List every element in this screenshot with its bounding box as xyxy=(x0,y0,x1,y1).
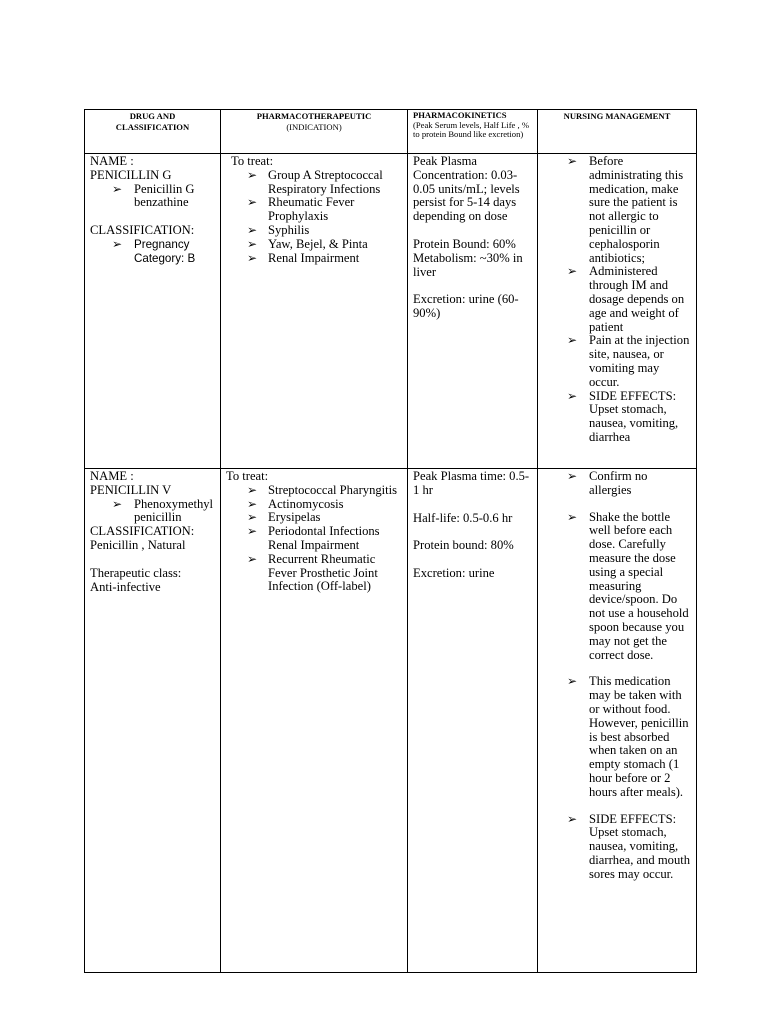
arrow-bullet-icon: ➢ xyxy=(567,154,578,168)
drug-cell: NAME : PENICILLIN G ➢ Penicillin G benzathine CLASSIFICATION: ➢ Pregnancy Category: B xyxy=(85,154,221,469)
indication-cell: To treat: ➢ Streptococcal Pharyngitis ➢ Actinomycosis ➢ Erysipelas ➢ Periodontal Infections Renal Impairment ➢ Recurrent Rheumatic Fever Prosthetic Joint Infection (Off-label) xyxy=(221,469,408,973)
list-item: ➢ SIDE EFFECTS: Upset stomach, nausea, vomiting, diarrhea xyxy=(567,388,679,444)
list-item: ➢ Confirm no allergies xyxy=(567,469,648,497)
name-list xyxy=(90,183,215,211)
list-item: ➢ Group A Streptococcal Respiratory Infections xyxy=(247,167,383,196)
arrow-bullet-icon: ➢ xyxy=(567,388,578,403)
list-item: ➢ Periodontal Infections Renal Impairment xyxy=(247,524,380,552)
nursing-list xyxy=(543,470,691,882)
nursing-cell xyxy=(538,469,697,973)
arrow-bullet-icon: ➢ xyxy=(247,524,258,539)
arrow-bullet-icon: ➢ xyxy=(567,509,578,524)
arrow-bullet-icon: ➢ xyxy=(567,674,578,689)
list-item: ➢ Syphilis xyxy=(247,222,310,237)
nursing-list xyxy=(543,155,691,445)
arrow-bullet-icon: ➢ xyxy=(247,250,258,265)
header-pharmacotherapeutic: PHARMACOTHERAPEUTIC (INDICATION) xyxy=(221,110,408,154)
arrow-bullet-icon: ➢ xyxy=(567,264,578,279)
arrow-bullet-icon: ➢ xyxy=(247,551,258,566)
list-item: ➢ Before administrating this medication, make sure the patient is not allergic to penicillin or cephalosporin antibiotics; xyxy=(567,154,684,265)
arrow-bullet-icon: ➢ xyxy=(567,333,578,348)
list-item: ➢ Renal Impairment xyxy=(247,250,360,265)
arrow-bullet-icon: ➢ xyxy=(247,510,258,525)
arrow-bullet-icon: ➢ xyxy=(112,236,123,251)
indication-list xyxy=(226,169,402,266)
arrow-bullet-icon: ➢ xyxy=(567,811,578,826)
drug-study-table xyxy=(84,109,697,973)
list-item: ➢ Actinomycosis xyxy=(247,496,344,511)
arrow-bullet-icon: ➢ xyxy=(112,496,123,511)
kinetics-cell: Peak Plasma Concentration: 0.03-0.05 units/mL; levels persist for 5-14 days depending on dose Protein Bound: 60% Metabolism: ~30% in liver Excretion: urine (60-90%) xyxy=(408,154,538,469)
list-item: ➢ Pain at the injection site, nausea, or vomiting may occur. xyxy=(567,333,690,389)
table-row xyxy=(85,469,697,973)
list-item: ➢ Administered through IM and dosage depends on age and weight of patient xyxy=(567,264,685,334)
table-row xyxy=(85,154,697,469)
list-item: ➢ SIDE EFFECTS: Upset stomach, nausea, vomiting, diarrhea, and mouth sores may occur. xyxy=(567,811,691,881)
header-pharmacokinetics: PHARMACOKINETICS (Peak Serum levels, Half Life , % to protein Bound like excretion) xyxy=(408,110,538,154)
header-nursing: NURSING MANAGEMENT xyxy=(538,110,697,154)
arrow-bullet-icon: ➢ xyxy=(247,222,258,237)
kinetics-cell: Peak Plasma time: 0.5-1 hr Half-life: 0.5-0.6 hr Protein bound: 80% Excretion: urine xyxy=(408,469,538,973)
list-item: ➢ Penicillin G benzathine xyxy=(112,181,195,210)
arrow-bullet-icon: ➢ xyxy=(247,167,258,182)
indication-list xyxy=(226,484,402,594)
name-list xyxy=(90,498,215,526)
arrow-bullet-icon: ➢ xyxy=(112,181,123,196)
arrow-bullet-icon: ➢ xyxy=(247,496,258,511)
header-row xyxy=(85,110,697,154)
classification-list xyxy=(90,238,215,266)
indication-cell: To treat: ➢ Group A Streptococcal Respiratory Infections ➢ Rheumatic Fever Prophylaxis ➢ Syphilis ➢ Yaw, Bejel, & Pinta ➢ Renal Impairment xyxy=(221,154,408,469)
list-item: ➢ Pregnancy Category: B xyxy=(112,236,196,265)
arrow-bullet-icon: ➢ xyxy=(247,195,258,210)
list-item: ➢ Rheumatic Fever Prophylaxis xyxy=(247,195,355,224)
list-item: ➢ Yaw, Bejel, & Pinta xyxy=(247,236,368,251)
list-item: ➢ This medication may be taken with or without food. However, penicillin is best absorbed when taken on an empty stomach (1 hour before or 2 hours after meals). xyxy=(567,674,689,799)
list-item: ➢ Streptococcal Pharyngitis xyxy=(247,482,398,497)
drug-cell: NAME : PENICILLIN V ➢ Phenoxymethylpenicillin CLASSIFICATION: Penicillin , Natural Therapeutic class: Anti-infective xyxy=(85,469,221,973)
list-item: ➢ Phenoxymethylpenicillin xyxy=(112,496,214,525)
list-item: ➢ Erysipelas xyxy=(247,510,321,525)
arrow-bullet-icon: ➢ xyxy=(247,482,258,497)
list-item: ➢ Shake the bottle well before each dose. Carefully measure the dose using a special measuring device/spoon. Do not use a household spoon because you may not get the correct dose. xyxy=(567,509,689,662)
nursing-cell xyxy=(538,154,697,469)
arrow-bullet-icon: ➢ xyxy=(567,469,578,483)
arrow-bullet-icon: ➢ xyxy=(247,236,258,251)
header-drug: DRUG AND CLASSIFICATION xyxy=(85,110,221,154)
list-item: ➢ Recurrent Rheumatic Fever Prosthetic Joint Infection (Off-label) xyxy=(247,551,378,594)
